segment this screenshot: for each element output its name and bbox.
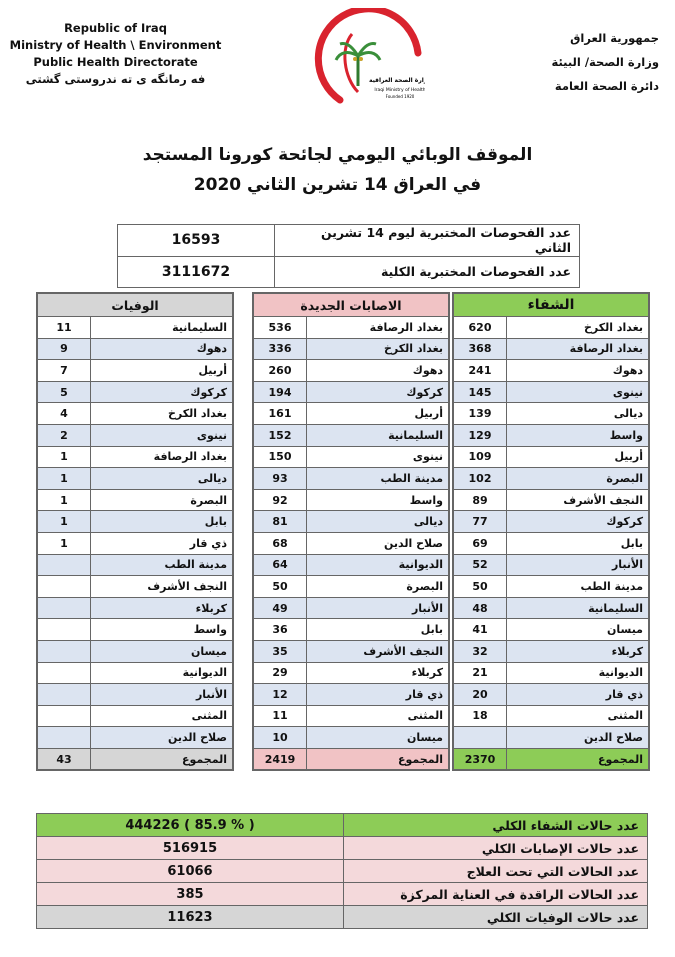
deaths-value: 1 xyxy=(38,511,91,533)
new-cases-row xyxy=(254,360,449,382)
title-line-1: الموقف الوبائي اليومي لجائحة كورونا المستجد xyxy=(142,145,533,165)
new-cases-value: 194 xyxy=(254,381,307,403)
recovered-row xyxy=(454,403,649,425)
new-cases-header: الاصابات الجديدة xyxy=(254,294,449,317)
recovered-header-row xyxy=(454,294,649,317)
recovered-value: 145 xyxy=(454,381,507,403)
new-cases-province: صلاح الدين xyxy=(307,532,449,554)
recovered-value: 69 xyxy=(454,532,507,554)
new-cases-total-row xyxy=(254,748,449,770)
deaths-province: كربلاء xyxy=(91,597,233,619)
new-cases-province: واسط xyxy=(307,489,449,511)
new-cases-province: نينوى xyxy=(307,446,449,468)
deaths-total-label: المجموع xyxy=(91,748,233,770)
new-cases-row xyxy=(254,446,449,468)
summary-value: 61066 xyxy=(37,860,344,883)
new-cases-province: كربلاء xyxy=(307,662,449,684)
recovered-row xyxy=(454,727,649,749)
deaths-row xyxy=(38,511,233,533)
recovered-row xyxy=(454,338,649,360)
deaths-value: 4 xyxy=(38,403,91,425)
new-cases-province: دهوك xyxy=(307,360,449,382)
recovered-header: الشفاء xyxy=(454,294,649,317)
deaths-column xyxy=(36,292,234,771)
recovered-value: 48 xyxy=(454,597,507,619)
recovered-province: كركوك xyxy=(507,511,649,533)
new-cases-value: 64 xyxy=(254,554,307,576)
summary-table xyxy=(36,813,648,929)
summary-label: عدد حالات الإصابات الكلي xyxy=(344,837,648,860)
deaths-table xyxy=(37,293,233,770)
recovered-province: بابل xyxy=(507,532,649,554)
deaths-value xyxy=(38,619,91,641)
new-cases-province: الديوانية xyxy=(307,554,449,576)
tests-value: 3111672 xyxy=(118,256,275,288)
recovered-province: بغداد الرصافة xyxy=(507,338,649,360)
new-cases-row xyxy=(254,597,449,619)
recovered-province: النجف الأشرف xyxy=(507,489,649,511)
deaths-province: ميسان xyxy=(91,640,233,662)
recovered-province: ميسان xyxy=(507,619,649,641)
tests-value: 16593 xyxy=(118,225,275,257)
new-cases-table xyxy=(253,293,449,770)
deaths-row xyxy=(38,403,233,425)
deaths-province: بغداد الكرخ xyxy=(91,403,233,425)
new-cases-row xyxy=(254,511,449,533)
title-line-2: في العراق 14 تشرين الثاني 2020 xyxy=(193,175,482,195)
logo-text: وزارة الصحة العراقية xyxy=(368,77,425,84)
new-cases-header-row xyxy=(254,294,449,317)
lab-tests-table xyxy=(117,224,580,288)
recovered-row xyxy=(454,489,649,511)
new-cases-row xyxy=(254,640,449,662)
new-cases-total-label: المجموع xyxy=(307,748,449,770)
new-cases-row xyxy=(254,662,449,684)
recovered-row xyxy=(454,446,649,468)
new-cases-total-value: 2419 xyxy=(254,748,307,770)
summary-row xyxy=(37,814,648,837)
new-cases-column xyxy=(252,292,450,771)
deaths-value xyxy=(38,640,91,662)
deaths-row xyxy=(38,684,233,706)
tests-row xyxy=(118,225,580,257)
recovered-province: الديوانية xyxy=(507,662,649,684)
deaths-value xyxy=(38,684,91,706)
deaths-row xyxy=(38,360,233,382)
deaths-value: 1 xyxy=(38,468,91,490)
recovered-value xyxy=(454,727,507,749)
logo-sub: Iraqi Ministry of Health xyxy=(374,88,425,93)
header-english-line: Public Health Directorate xyxy=(33,55,198,69)
deaths-row xyxy=(38,424,233,446)
recovered-value: 18 xyxy=(454,705,507,727)
new-cases-value: 10 xyxy=(254,727,307,749)
deaths-province: نينوى xyxy=(91,424,233,446)
recovered-value: 41 xyxy=(454,619,507,641)
new-cases-row xyxy=(254,554,449,576)
deaths-province: ذي قار xyxy=(91,532,233,554)
new-cases-row xyxy=(254,489,449,511)
deaths-value: 9 xyxy=(38,338,91,360)
deaths-province: أربيل xyxy=(91,360,233,382)
new-cases-province: مدينة الطب xyxy=(307,468,449,490)
new-cases-row xyxy=(254,619,449,641)
deaths-province: صلاح الدين xyxy=(91,727,233,749)
deaths-province: الديوانية xyxy=(91,662,233,684)
new-cases-value: 260 xyxy=(254,360,307,382)
recovered-total-row xyxy=(454,748,649,770)
header-arabic-line: جمهورية العراق xyxy=(570,31,659,45)
deaths-province: مدينة الطب xyxy=(91,554,233,576)
new-cases-province: المثنى xyxy=(307,705,449,727)
new-cases-province: ديالى xyxy=(307,511,449,533)
new-cases-province: كركوك xyxy=(307,381,449,403)
deaths-header-row xyxy=(38,294,233,317)
deaths-value xyxy=(38,597,91,619)
recovered-value: 77 xyxy=(454,511,507,533)
new-cases-row xyxy=(254,576,449,598)
deaths-row xyxy=(38,554,233,576)
deaths-province: دهوك xyxy=(91,338,233,360)
summary-row xyxy=(37,837,648,860)
new-cases-value: 68 xyxy=(254,532,307,554)
summary-label: عدد الحالات الراقدة في العناية المركزة xyxy=(344,883,648,906)
recovered-value: 89 xyxy=(454,489,507,511)
recovered-province: كربلاء xyxy=(507,640,649,662)
recovered-row xyxy=(454,554,649,576)
deaths-value xyxy=(38,576,91,598)
new-cases-row xyxy=(254,468,449,490)
tests-label: عدد الفحوصات المختبرية ليوم 14 تشرين الثاني xyxy=(275,225,580,257)
new-cases-row xyxy=(254,403,449,425)
recovered-total-label: المجموع xyxy=(507,748,649,770)
recovered-row xyxy=(454,424,649,446)
deaths-value: 1 xyxy=(38,446,91,468)
new-cases-province: ذي قار xyxy=(307,684,449,706)
deaths-value: 1 xyxy=(38,489,91,511)
deaths-value: 7 xyxy=(38,360,91,382)
new-cases-row xyxy=(254,338,449,360)
new-cases-row xyxy=(254,727,449,749)
deaths-row xyxy=(38,532,233,554)
new-cases-value: 50 xyxy=(254,576,307,598)
recovered-province: المثنى xyxy=(507,705,649,727)
recovered-row xyxy=(454,662,649,684)
recovered-value: 102 xyxy=(454,468,507,490)
deaths-province: بغداد الرصافة xyxy=(91,446,233,468)
recovered-value: 21 xyxy=(454,662,507,684)
new-cases-value: 29 xyxy=(254,662,307,684)
summary-row xyxy=(37,883,648,906)
deaths-total-row xyxy=(38,748,233,770)
header-english xyxy=(8,20,223,88)
recovered-province: الأنبار xyxy=(507,554,649,576)
recovered-province: بغداد الكرخ xyxy=(507,317,649,339)
recovered-row xyxy=(454,597,649,619)
deaths-row xyxy=(38,640,233,662)
recovered-row xyxy=(454,381,649,403)
new-cases-value: 92 xyxy=(254,489,307,511)
ministry-logo xyxy=(300,8,425,108)
summary-row xyxy=(37,906,648,929)
new-cases-value: 336 xyxy=(254,338,307,360)
new-cases-province: بغداد الرصافة xyxy=(307,317,449,339)
recovered-province: ذي قار xyxy=(507,684,649,706)
deaths-row xyxy=(38,662,233,684)
recovered-value: 241 xyxy=(454,360,507,382)
recovered-row xyxy=(454,468,649,490)
deaths-value: 5 xyxy=(38,381,91,403)
deaths-province: بابل xyxy=(91,511,233,533)
recovered-row xyxy=(454,532,649,554)
new-cases-row xyxy=(254,705,449,727)
recovered-row xyxy=(454,640,649,662)
summary-label: عدد حالات الشفاء الكلي xyxy=(344,814,648,837)
deaths-province: السليمانية xyxy=(91,317,233,339)
summary-value: 385 xyxy=(37,883,344,906)
header-english-line: Republic of Iraq xyxy=(64,21,167,35)
new-cases-value: 93 xyxy=(254,468,307,490)
deaths-value xyxy=(38,662,91,684)
new-cases-value: 36 xyxy=(254,619,307,641)
deaths-row xyxy=(38,597,233,619)
logo-year: Founded 1920 xyxy=(385,94,415,99)
new-cases-value: 152 xyxy=(254,424,307,446)
recovered-value: 139 xyxy=(454,403,507,425)
recovered-table xyxy=(453,293,649,770)
tests-label: عدد الفحوصات المختبرية الكلية xyxy=(275,256,580,288)
recovered-row xyxy=(454,619,649,641)
recovered-value: 50 xyxy=(454,576,507,598)
deaths-province: واسط xyxy=(91,619,233,641)
logo-emblem-icon xyxy=(300,8,425,108)
new-cases-row xyxy=(254,532,449,554)
deaths-value xyxy=(38,554,91,576)
recovered-province: البصرة xyxy=(507,468,649,490)
deaths-value: 1 xyxy=(38,532,91,554)
recovered-row xyxy=(454,511,649,533)
recovered-province: ديالى xyxy=(507,403,649,425)
deaths-value xyxy=(38,727,91,749)
summary-value: 11623 xyxy=(37,906,344,929)
recovered-total-value: 2370 xyxy=(454,748,507,770)
new-cases-province: السليمانية xyxy=(307,424,449,446)
header-arabic-line: وزارة الصحة/ البيئة xyxy=(551,55,659,69)
new-cases-province: الأنبار xyxy=(307,597,449,619)
new-cases-value: 11 xyxy=(254,705,307,727)
new-cases-value: 536 xyxy=(254,317,307,339)
new-cases-value: 161 xyxy=(254,403,307,425)
new-cases-province: بغداد الكرخ xyxy=(307,338,449,360)
deaths-value xyxy=(38,705,91,727)
new-cases-value: 150 xyxy=(254,446,307,468)
new-cases-province: أربيل xyxy=(307,403,449,425)
recovered-province: السليمانية xyxy=(507,597,649,619)
deaths-row xyxy=(38,381,233,403)
recovered-value: 32 xyxy=(454,640,507,662)
recovered-row xyxy=(454,705,649,727)
new-cases-province: البصرة xyxy=(307,576,449,598)
summary-label: عدد الحالات التي تحت العلاج xyxy=(344,860,648,883)
deaths-province: النجف الأشرف xyxy=(91,576,233,598)
new-cases-province: بابل xyxy=(307,619,449,641)
new-cases-row xyxy=(254,317,449,339)
deaths-province: ديالى xyxy=(91,468,233,490)
deaths-province: كركوك xyxy=(91,381,233,403)
new-cases-value: 49 xyxy=(254,597,307,619)
recovered-value: 52 xyxy=(454,554,507,576)
header-arabic xyxy=(509,26,659,98)
deaths-value: 11 xyxy=(38,317,91,339)
recovered-value: 129 xyxy=(454,424,507,446)
recovered-province: صلاح الدين xyxy=(507,727,649,749)
deaths-province: البصرة xyxy=(91,489,233,511)
deaths-row xyxy=(38,489,233,511)
new-cases-row xyxy=(254,424,449,446)
recovered-row xyxy=(454,317,649,339)
deaths-province: الأنبار xyxy=(91,684,233,706)
recovered-province: دهوك xyxy=(507,360,649,382)
deaths-row xyxy=(38,317,233,339)
deaths-row xyxy=(38,338,233,360)
recovered-province: أربيل xyxy=(507,446,649,468)
recovered-province: واسط xyxy=(507,424,649,446)
header-arabic-line: دائرة الصحة العامة xyxy=(554,79,659,93)
deaths-row xyxy=(38,576,233,598)
summary-label: عدد حالات الوفيات الكلي xyxy=(344,906,648,929)
deaths-row xyxy=(38,468,233,490)
header-english-line: Ministry of Health \ Environment xyxy=(9,38,222,52)
recovered-value: 368 xyxy=(454,338,507,360)
deaths-row xyxy=(38,705,233,727)
recovered-value: 109 xyxy=(454,446,507,468)
deaths-row xyxy=(38,619,233,641)
new-cases-row xyxy=(254,684,449,706)
header-kurdish-line: فه رمانگه ى ته ندروستى گشتى xyxy=(25,72,206,86)
new-cases-row xyxy=(254,381,449,403)
deaths-province: المثنى xyxy=(91,705,233,727)
recovered-column xyxy=(452,292,650,771)
deaths-header: الوفيات xyxy=(38,294,233,317)
new-cases-value: 35 xyxy=(254,640,307,662)
deaths-row xyxy=(38,727,233,749)
recovered-row xyxy=(454,684,649,706)
page-title xyxy=(0,140,675,200)
summary-row xyxy=(37,860,648,883)
new-cases-province: النجف الأشرف xyxy=(307,640,449,662)
new-cases-value: 12 xyxy=(254,684,307,706)
tests-row xyxy=(118,256,580,288)
deaths-total-value: 43 xyxy=(38,748,91,770)
summary-value: 444226 ( 85.9 % ) xyxy=(37,814,344,837)
summary-value: 516915 xyxy=(37,837,344,860)
deaths-value: 2 xyxy=(38,424,91,446)
recovered-row xyxy=(454,576,649,598)
new-cases-province: ميسان xyxy=(307,727,449,749)
recovered-value: 620 xyxy=(454,317,507,339)
deaths-row xyxy=(38,446,233,468)
recovered-row xyxy=(454,360,649,382)
new-cases-value: 81 xyxy=(254,511,307,533)
recovered-province: نينوى xyxy=(507,381,649,403)
recovered-value: 20 xyxy=(454,684,507,706)
recovered-province: مدينة الطب xyxy=(507,576,649,598)
